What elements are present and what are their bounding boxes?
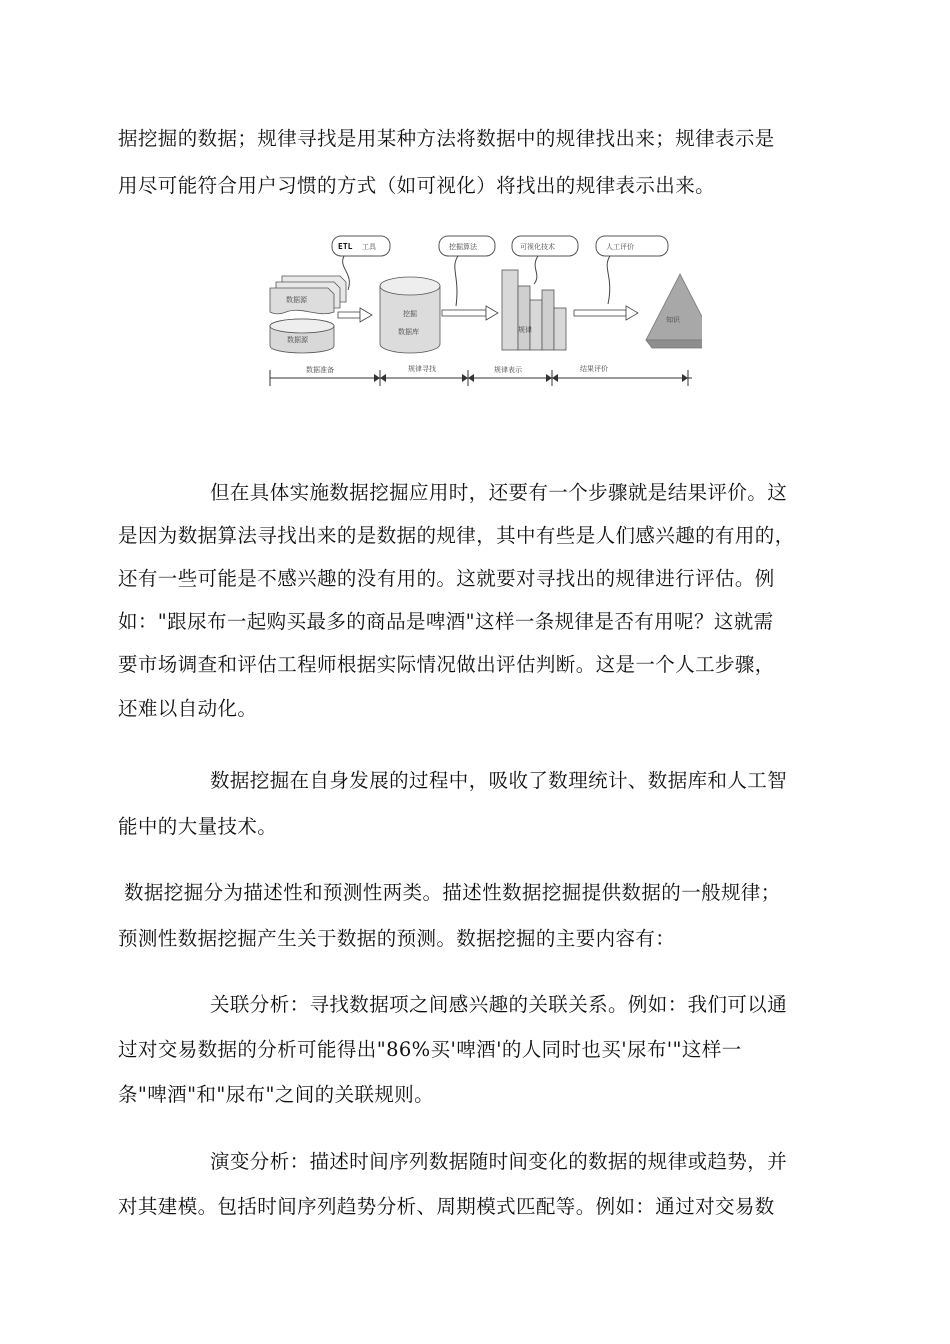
svg-text:规律: 规律 [518, 326, 532, 334]
text-line: 预测性数据挖掘产生关于数据的预测。数据挖掘的主要内容有： [118, 927, 676, 950]
text-line: 如："跟尿布一起购买最多的商品是啤酒"这样一条规律是否有用呢？这就需 [118, 610, 774, 633]
mining-database [380, 277, 440, 353]
text-line: 关联分析：寻找数据项之间感兴趣的关联关系。例如：我们可以通 [210, 993, 788, 1016]
data-source-cylinder [270, 319, 334, 353]
svg-text:数据库: 数据库 [398, 328, 419, 336]
svg-text:人工评价: 人工评价 [606, 243, 634, 251]
text-line: 过对交易数据的分析可能得出"86%买'啤酒'的人同时也买'尿布'"这样一 [118, 1038, 742, 1061]
svg-text:挖掘算法: 挖掘算法 [449, 243, 477, 251]
svg-text:规律寻找: 规律寻找 [408, 365, 436, 373]
svg-text:数据源: 数据源 [286, 296, 307, 304]
manual-eval-callout [596, 236, 668, 304]
text-line: 条"啤酒"和"尿布"之间的关联规则。 [118, 1083, 435, 1106]
text-line: 数据挖掘在自身发展的过程中，吸收了数理统计、数据库和人工智 [210, 769, 788, 792]
knowledge-pyramid [646, 274, 702, 348]
text-line: 但在具体实施数据挖掘应用时，还要有一个步骤就是结果评价。这 [210, 481, 788, 504]
svg-text:知识: 知识 [666, 316, 680, 324]
svg-text:ETL: ETL [338, 242, 353, 251]
text-line: 能中的大量技术。 [118, 815, 278, 838]
rules-bars [502, 270, 566, 350]
text-line: 还有一些可能是不感兴趣的没有用的。这就要对寻找出的规律进行评估。例 [118, 567, 775, 590]
data-source-files [270, 276, 346, 314]
arrow-to-database [338, 308, 372, 322]
text-line: 用尽可能符合用户习惯的方式（如可视化）将找出的规律表示出来。 [118, 174, 716, 197]
text-line: 对其建模。包括时间序列趋势分析、周期模式匹配等。例如：通过对交易数 [118, 1195, 775, 1218]
visualization-callout [512, 236, 578, 284]
stage-timeline [270, 364, 692, 386]
svg-text:数据源: 数据源 [287, 336, 308, 344]
text-line: 是因为数据算法寻找出来的是数据的规律，其中有些是人们感兴趣的有用的， [118, 524, 795, 547]
arrow-to-rules [442, 306, 498, 320]
text-line: 数据挖掘分为描述性和预测性两类。描述性数据挖掘提供数据的一般规律； [124, 881, 781, 904]
arrow-to-knowledge [574, 306, 638, 320]
text-line: 据挖掘的数据；规律寻找是用某种方法将数据中的规律找出来；规律表示是 [118, 127, 775, 150]
svg-text:结果评价: 结果评价 [580, 365, 608, 373]
svg-text:可视化技术: 可视化技术 [520, 243, 555, 251]
algorithm-callout [439, 236, 495, 306]
svg-text:规律表示: 规律表示 [494, 366, 522, 374]
data-mining-process-diagram [262, 228, 702, 398]
svg-text:工具: 工具 [362, 243, 376, 251]
text-line: 还难以自动化。 [118, 697, 258, 720]
text-line: 演变分析：描述时间序列数据随时间变化的数据的规律或趋势，并 [210, 1150, 788, 1173]
svg-text:挖掘: 挖掘 [403, 310, 417, 318]
text-line: 要市场调查和评估工程师根据实际情况做出评估判断。这是一个人工步骤， [118, 653, 775, 676]
svg-text:数据准备: 数据准备 [306, 366, 334, 374]
